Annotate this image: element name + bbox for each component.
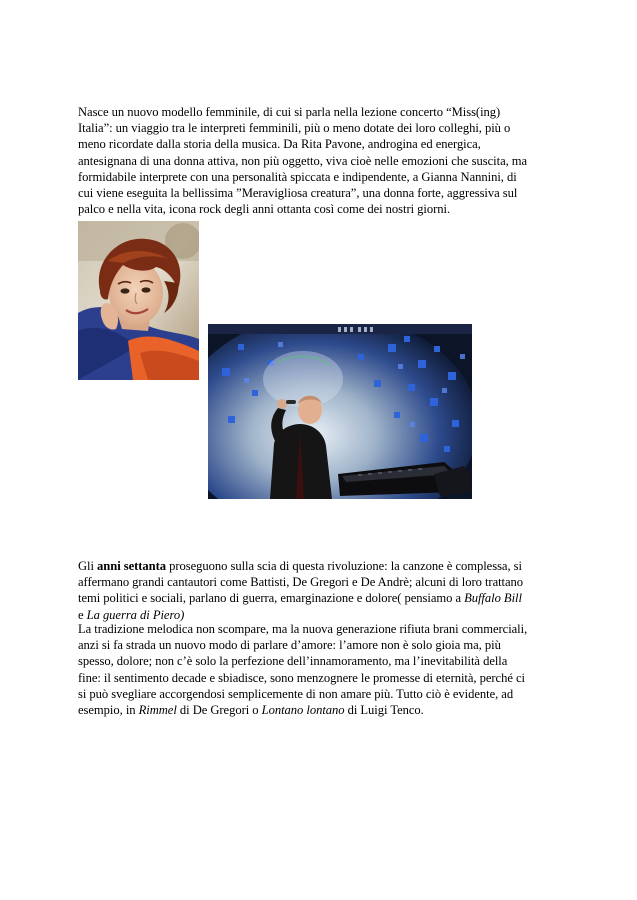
paragraph-line: meno ricordate dalla storia della musica. Da Rita Pavone, androgina ed energica, [78, 137, 481, 152]
gianna-nannini-concert-photo [208, 324, 472, 499]
paragraph-line [78, 702, 578, 718]
concert-illustration [208, 324, 472, 499]
portrait-illustration [78, 221, 199, 380]
melodic-tradition-paragraph [78, 621, 578, 718]
song-title: La guerra di Piero) [86, 607, 185, 622]
paragraph-line [78, 558, 578, 574]
bold-phrase: anni settanta [97, 559, 167, 573]
paragraph-line: fine: il sentimento decade e sbiadisce, sono menzognere le promesse di eternità, perché ci [78, 670, 525, 685]
paragraph-line: anzi si fa strada un nuovo modo di parlare d’amore: l’amore non è solo gioia ma, più [78, 638, 501, 653]
text-run: di De Gregori o [176, 703, 262, 718]
text-run: proseguono sulla scia di questa rivoluzione: la canzone è complessa, si [166, 559, 522, 573]
text-run: esempio, in [78, 703, 139, 718]
text-run: di Luigi Tenco. [344, 703, 424, 718]
paragraph-line: Nasce un nuovo modello femminile, di cui si parla nella lezione concerto “Miss(ing) [78, 105, 501, 119]
paragraph-line: palco e nella vita, icona rock degli anni ottanta così come dei nostri giorni. [78, 202, 451, 217]
text-run: Gli [78, 559, 98, 573]
intro-paragraph [78, 104, 578, 217]
paragraph-line: spesso, dolore; non c’è solo la perfezione dell’innamoramento, ma l’inevitabilità della [78, 654, 508, 669]
song-title: Lontano lontano [261, 703, 345, 718]
paragraph-line: Italia”: un viaggio tra le interpreti femminili, più o meno dotate dei loro colleghi, più o [78, 121, 511, 136]
paragraph-line: affermano grandi cantautori come Battisti, De Gregori e De Andrè; alcuni di loro trattano [78, 575, 524, 590]
rita-pavone-photo [78, 221, 199, 380]
song-title: Buffalo Bill [464, 591, 522, 606]
paragraph-line: formidabile interprete con una personalità spiccata e indipendente, a Gianna Nannini, di [78, 169, 517, 184]
song-title: Rimmel [138, 703, 177, 718]
seventies-paragraph [78, 558, 578, 623]
paragraph-line: La tradizione melodica non scompare, ma la nuova generazione rifiuta brani commerciali, [78, 622, 528, 636]
text-run: temi politici e sociali, parlano di guerra, emarginazione e dolore( pensiamo a [78, 591, 465, 606]
paragraph-line [78, 590, 578, 606]
text-run: e [78, 607, 87, 622]
paragraph-line: antesignana di una donna attiva, non più oggetto, viva cioè nelle emozioni che suscita, ma [78, 153, 528, 168]
paragraph-line: cui viene eseguita la bellissima ”Meravigliosa creatura”, una donna forte, aggressiva sul [78, 186, 518, 201]
paragraph-line: si può svegliare accorgendosi semplicemente di non amare più. Tutto ciò è evidente, ad [78, 686, 514, 701]
